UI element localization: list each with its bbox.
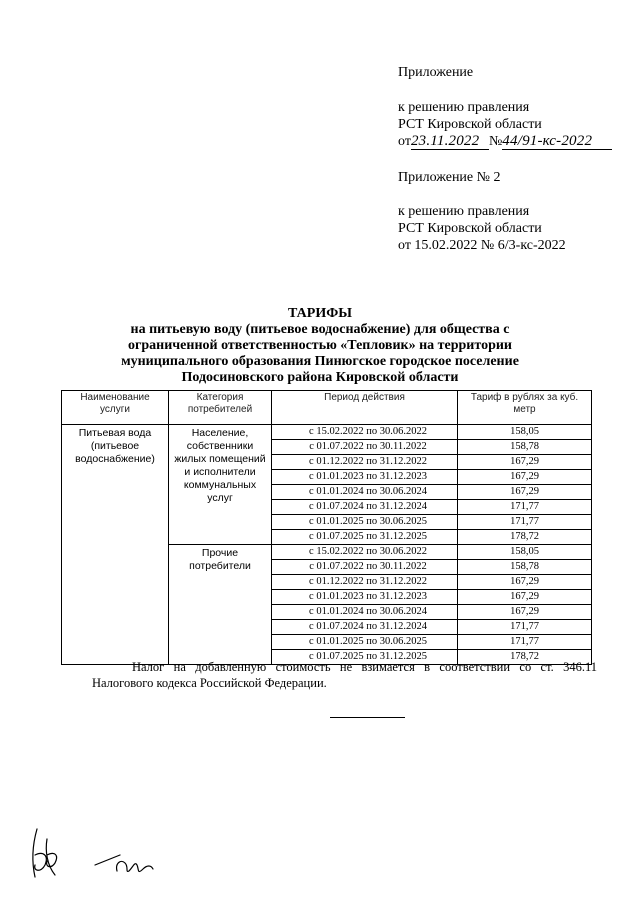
cell-tariff-value: 178,72 — [458, 650, 592, 665]
cell-period: с 01.07.2024 по 31.12.2024 — [272, 620, 458, 635]
appendix-ref1-number: 44/91-кс-2022 — [502, 134, 612, 150]
cell-period: с 01.07.2022 по 30.11.2022 — [272, 560, 458, 575]
appendix-ref1-date: 23.11.2022 — [411, 134, 489, 150]
appendix-label-2: Приложение № 2 — [398, 170, 501, 185]
cell-period: с 01.07.2024 по 31.12.2024 — [272, 500, 458, 515]
document-title: ТАРИФЫ — [288, 306, 352, 321]
cell-period: с 01.01.2025 по 30.06.2025 — [272, 515, 458, 530]
cell-period: с 15.02.2022 по 30.06.2022 — [272, 425, 458, 440]
table-body — [62, 425, 592, 665]
cell-tariff-value: 167,29 — [458, 470, 592, 485]
cell-tariff-value: 178,72 — [458, 530, 592, 545]
cell-tariff-value: 167,29 — [458, 605, 592, 620]
appendix-ref1-line3 — [398, 133, 612, 150]
cell-tariff-value: 158,05 — [458, 425, 592, 440]
cell-tariff-value: 171,77 — [458, 620, 592, 635]
cell-service: Питьевая вода (питьевое водоснабжение) — [62, 425, 169, 665]
document-subtitle-line4: Подосиновского района Кировской области — [181, 370, 459, 385]
document-subtitle-line1: на питьевую воду (питьевое водоснабжение) для общества с — [130, 322, 510, 337]
cell-period: с 01.01.2025 по 30.06.2025 — [272, 635, 458, 650]
cell-period: с 01.12.2022 по 31.12.2022 — [272, 575, 458, 590]
cell-category: Население, собственники жилых помещений и исполнители коммунальных услуг — [169, 425, 272, 545]
cell-period: с 01.07.2025 по 31.12.2025 — [272, 650, 458, 665]
tax-note — [92, 659, 597, 691]
cell-tariff-value: 158,78 — [458, 560, 592, 575]
cell-period: с 01.01.2023 по 31.12.2023 — [272, 470, 458, 485]
appendix-ref1-prefix: от — [398, 134, 411, 149]
appendix-ref2-line3: от 15.02.2022 № 6/3-кс-2022 — [398, 238, 566, 253]
appendix-ref2-line1: к решению правления — [398, 204, 530, 219]
cell-period: с 01.12.2022 по 31.12.2022 — [272, 455, 458, 470]
cell-period: с 15.02.2022 по 30.06.2022 — [272, 545, 458, 560]
header-tariff: Тариф в рублях за куб. метр — [458, 391, 592, 425]
cell-tariff-value: 171,77 — [458, 635, 592, 650]
header-period: Период действия — [272, 391, 458, 425]
document-subtitle-line3: муниципального образования Пинюгское городское поселение — [121, 354, 519, 369]
cell-tariff-value: 167,29 — [458, 590, 592, 605]
cell-category: Прочие потребители — [169, 545, 272, 665]
separator-line — [330, 717, 405, 718]
cell-period: с 01.07.2022 по 30.11.2022 — [272, 440, 458, 455]
cell-tariff-value: 158,05 — [458, 545, 592, 560]
cell-tariff-value: 167,29 — [458, 575, 592, 590]
appendix-ref1-line1: к решению правления — [398, 100, 530, 115]
appendix-ref1-no-sign: № — [488, 134, 503, 149]
table-row — [62, 425, 592, 440]
cell-period: с 01.01.2023 по 31.12.2023 — [272, 590, 458, 605]
cell-period: с 01.01.2024 по 30.06.2024 — [272, 485, 458, 500]
tax-note-text: Налог на добавленную стоимость не взимается в соответствии со ст. 346.11 Налогового кодекса Российской Федерации. — [92, 660, 597, 690]
cell-tariff-value: 167,29 — [458, 455, 592, 470]
cell-tariff-value: 171,77 — [458, 515, 592, 530]
table-header-row — [62, 391, 592, 425]
header-category: Категория потребителей — [169, 391, 272, 425]
cell-period: с 01.01.2024 по 30.06.2024 — [272, 605, 458, 620]
document-subtitle-line2: ограниченной ответственностью «Тепловик» на территории — [128, 338, 512, 353]
cell-tariff-value: 171,77 — [458, 500, 592, 515]
signature-mark-icon — [25, 825, 175, 887]
header-service: Наименование услуги — [62, 391, 169, 425]
tariff-table — [61, 390, 592, 665]
cell-tariff-value: 167,29 — [458, 485, 592, 500]
cell-tariff-value: 158,78 — [458, 440, 592, 455]
cell-period: с 01.07.2025 по 31.12.2025 — [272, 530, 458, 545]
appendix-ref1-line2: РСТ Кировской области — [398, 117, 542, 132]
appendix-label: Приложение — [398, 65, 474, 80]
appendix-ref2-line2: РСТ Кировской области — [398, 221, 542, 236]
